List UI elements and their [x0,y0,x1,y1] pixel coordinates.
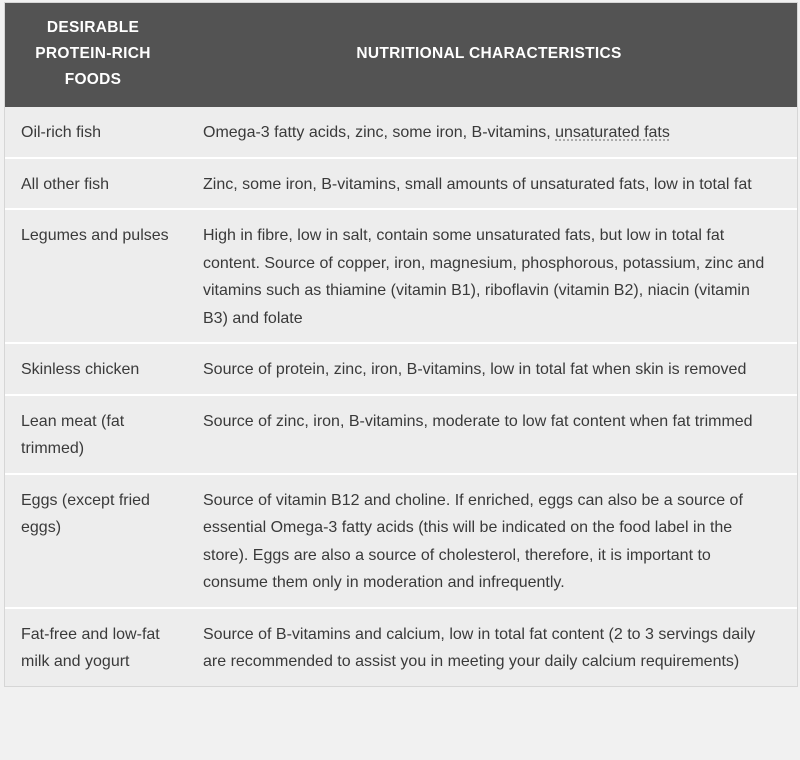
food-cell: Legumes and pulses [5,209,181,343]
header-characteristics: NUTRITIONAL CHARACTERISTICS [181,3,797,107]
table-row [5,158,797,210]
table-row [5,474,797,608]
food-cell: All other fish [5,158,181,210]
food-cell: Eggs (except fried eggs) [5,474,181,608]
description-cell: Source of zinc, iron, B-vitamins, moderate to low fat content when fat trimmed [181,395,797,474]
food-cell: Oil-rich fish [21,124,102,141]
table-body [5,107,797,686]
food-cell: Fat-free and low-fat milk and yogurt [5,608,181,686]
description-cell [181,107,797,158]
description-cell: Source of vitamin B12 and choline. If enriched, eggs can also be a source of essential Omega-3 fatty acids (this will be indicated on the food label in the store). Eggs are also a source of cholesterol, therefore, it is important to consume them only in moderation and infrequently. [181,474,797,608]
table-row [5,343,797,395]
protein-foods-table [5,3,797,686]
table-row [5,608,797,686]
food-cell: Skinless chicken [5,343,181,395]
nutrition-table-container [4,2,798,687]
description-cell: Source of protein, zinc, iron, B-vitamins, low in total fat when skin is removed [181,343,797,395]
description-text: Omega-3 fatty acids, zinc, some iron, B-vitamins, [203,124,556,141]
description-cell: High in fibre, low in salt, contain some unsaturated fats, but low in total fat content. Source of copper, iron, magnesium, phosphorous, potassium, zinc and vitamins such as thiamine (vitamin B1), riboflavin (vitamin B2), niacin (vitamin B3) and folate [181,209,797,343]
spellcheck-marked-text: unsaturated fats [555,124,670,141]
table-header [5,3,797,107]
header-foods: DESIRABLE PROTEIN-RICH FOODS [5,3,181,107]
header-row [5,3,797,107]
table-row [5,107,797,158]
food-cell: Lean meat (fat trimmed) [5,395,181,474]
table-row [5,209,797,343]
description-cell: Source of B-vitamins and calcium, low in total fat content (2 to 3 servings daily are recommended to assist you in meeting your daily calcium requirements) [181,608,797,686]
description-cell: Zinc, some iron, B-vitamins, small amounts of unsaturated fats, low in total fat [181,158,797,210]
table-row [5,395,797,474]
